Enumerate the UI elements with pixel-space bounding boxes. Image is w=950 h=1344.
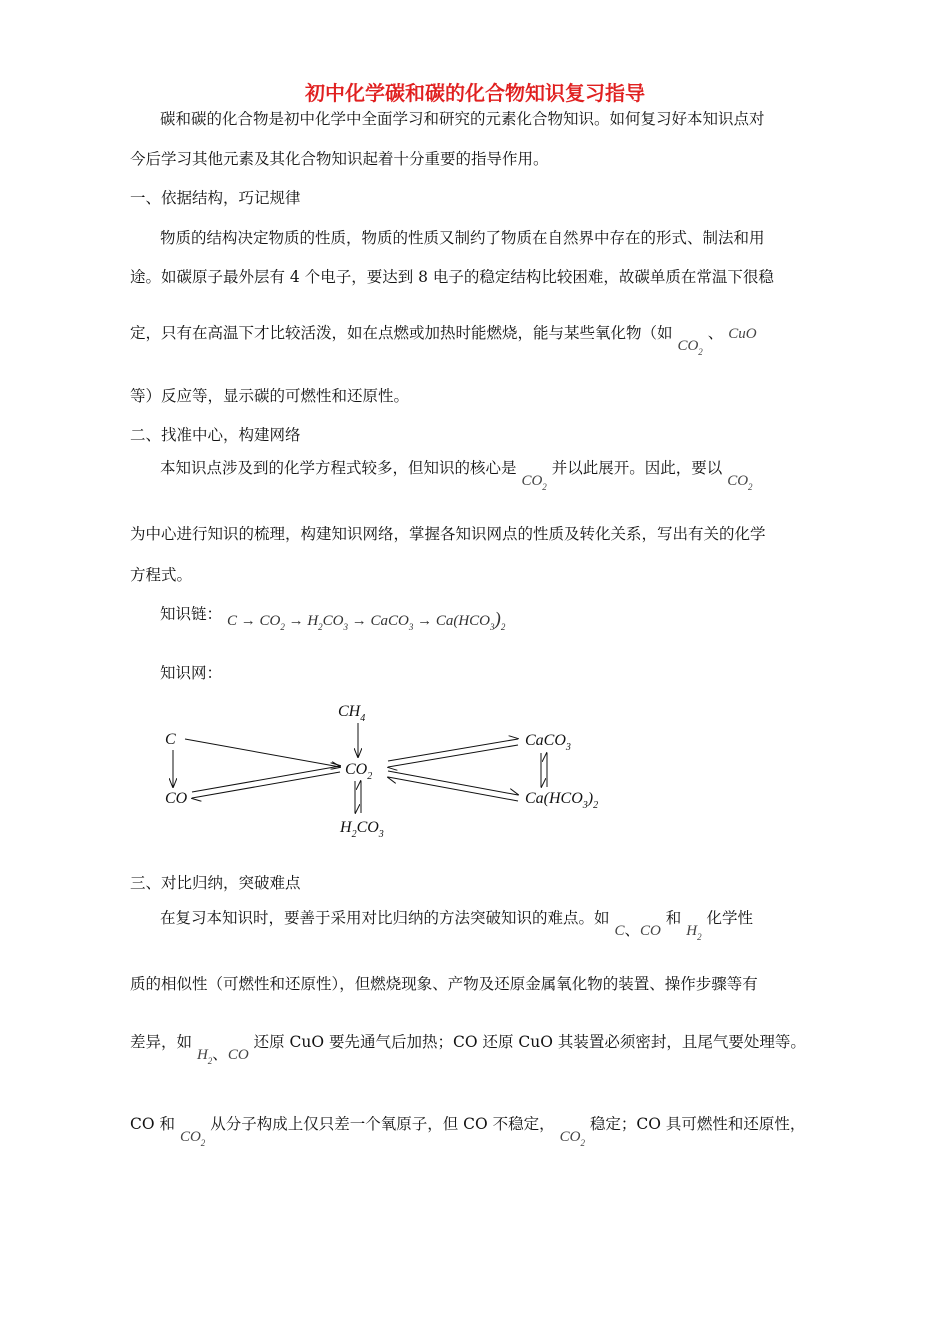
node-ca-hco3-2: $Ca(HCO_3)_2$: [525, 790, 599, 811]
arrow-c-to-co2: [185, 739, 340, 767]
arrow-co2-to-ca-hco3-2: [388, 771, 518, 795]
section3-line-4: [130, 1114, 806, 1148]
section3-line-4-text-b: 从分子构成上仅只差一个氧原子，但 CO 不稳定，: [210, 1115, 555, 1133]
section3-line-3-text-a: 差异，如: [130, 1033, 193, 1051]
section1-line-2: 途。如碳原子最外层有 4 个电子，要达到 8 电子的稳定结构比较困难，故碳单质在常温下很稳: [130, 268, 774, 286]
formula-co2: $CO_2$: [179, 1129, 206, 1148]
section3-heading: 三、对比归纳，突破难点: [130, 874, 301, 892]
section1-line-1: 物质的结构决定物质的性质，物质的性质又制约了物质在自然界中存在的形式、制法和用: [160, 229, 765, 247]
arrow-co2-to-caco3: [388, 739, 518, 761]
node-co2: $CO_2$: [345, 761, 373, 782]
node-co: CO: [165, 790, 188, 807]
formula-h2: $H_2$: [686, 923, 702, 942]
node-c: C: [165, 731, 176, 748]
arrow-co-to-co2: [192, 766, 340, 792]
formula-co: CO: [639, 923, 661, 939]
section1-line-3: [130, 323, 757, 357]
arrow-ca-hco3-2-to-co2: [388, 777, 518, 801]
chain-formula: $C \to CO_2 \to H_2CO_3$ → CaCO$_3$ → $Ca(HCO_3)_2$: [226, 609, 506, 632]
document-title: 初中化学碳和碳的化合物知识复习指导: [305, 81, 645, 105]
node-ch4: $CH_4$: [338, 703, 366, 724]
section3-line-2: 质的相似性（可燃性和还原性），但燃烧现象、产物及还原金属氧化物的装置、操作步骤等有: [130, 975, 758, 993]
formula-co2: $CO_2$: [677, 338, 703, 357]
formula-h2: $H_2$: [196, 1047, 213, 1066]
section3-line-1: [160, 908, 754, 942]
section2-line-3: 方程式。: [130, 566, 193, 584]
arrow-co2-to-co: [192, 772, 340, 798]
intro-line-1: 碳和碳的化合物是初中化学中全面学习和研究的元素化合物知识。如何复习好本知识点对: [160, 110, 765, 128]
section3-line-3-text-b: 还原 CuO 要先通气后加热；CO 还原 CuO 其装置必须密封，且尾气要处理等。: [253, 1033, 806, 1051]
section1-line-3-text: 定，只有在高温下才比较活泼，如在点燃或加热时能燃烧，能与某些氧化物（如: [130, 324, 673, 342]
section2-line-1-text-a: 本知识点涉及到的化学方程式较多，但知识的核心是: [160, 459, 517, 477]
separator: 、: [624, 921, 640, 939]
knowledge-network-diagram: [150, 695, 650, 845]
section2-line-1-text-b: 并以此展开。因此，要以: [551, 459, 723, 477]
formula-c: C: [614, 923, 625, 939]
section1-heading: 一、依据结构，巧记规律: [130, 189, 301, 207]
section2-line-1: [160, 458, 753, 492]
section2-line-2: 为中心进行知识的梳理，构建知识网络，掌握各知识网点的性质及转化关系，写出有关的化学: [130, 525, 766, 543]
separator: 、: [212, 1045, 228, 1063]
formula-cuo: CuO: [728, 326, 757, 342]
node-h2co3: $H_2CO_3$: [340, 819, 384, 840]
formula-co2: $CO_2$: [727, 473, 753, 492]
section1-line-4: 等）反应等，显示碳的可燃性和还原性。: [130, 387, 410, 405]
formula-co2: $CO_2$: [559, 1129, 585, 1148]
net-label: 知识网：: [160, 664, 223, 682]
chain-label: 知识链：: [160, 605, 223, 623]
formula-co2: $CO_2$: [521, 473, 547, 492]
section3-line-1-text-a: 在复习本知识时，要善于采用对比归纳的方法突破知识的难点。如: [160, 909, 610, 927]
intro-line-2: 今后学习其他元素及其化合物知识起着十分重要的指导作用。: [130, 150, 549, 168]
section3-line-3: [130, 1032, 806, 1066]
knowledge-chain: [160, 604, 505, 631]
node-caco3: CaCO$_3$: [525, 732, 571, 753]
section3-line-4-text-c: 稳定；CO 具可燃性和还原性，: [589, 1115, 806, 1133]
section3-line-4-text-a: CO 和: [130, 1115, 175, 1133]
arrow-caco3-to-co2: [388, 745, 518, 767]
and-word: 和: [665, 909, 682, 927]
separator: 、: [707, 324, 724, 342]
section3-line-1-text-b: 化学性: [706, 909, 754, 927]
formula-co: CO: [227, 1047, 249, 1063]
section2-heading: 二、找准中心，构建网络: [130, 426, 301, 444]
